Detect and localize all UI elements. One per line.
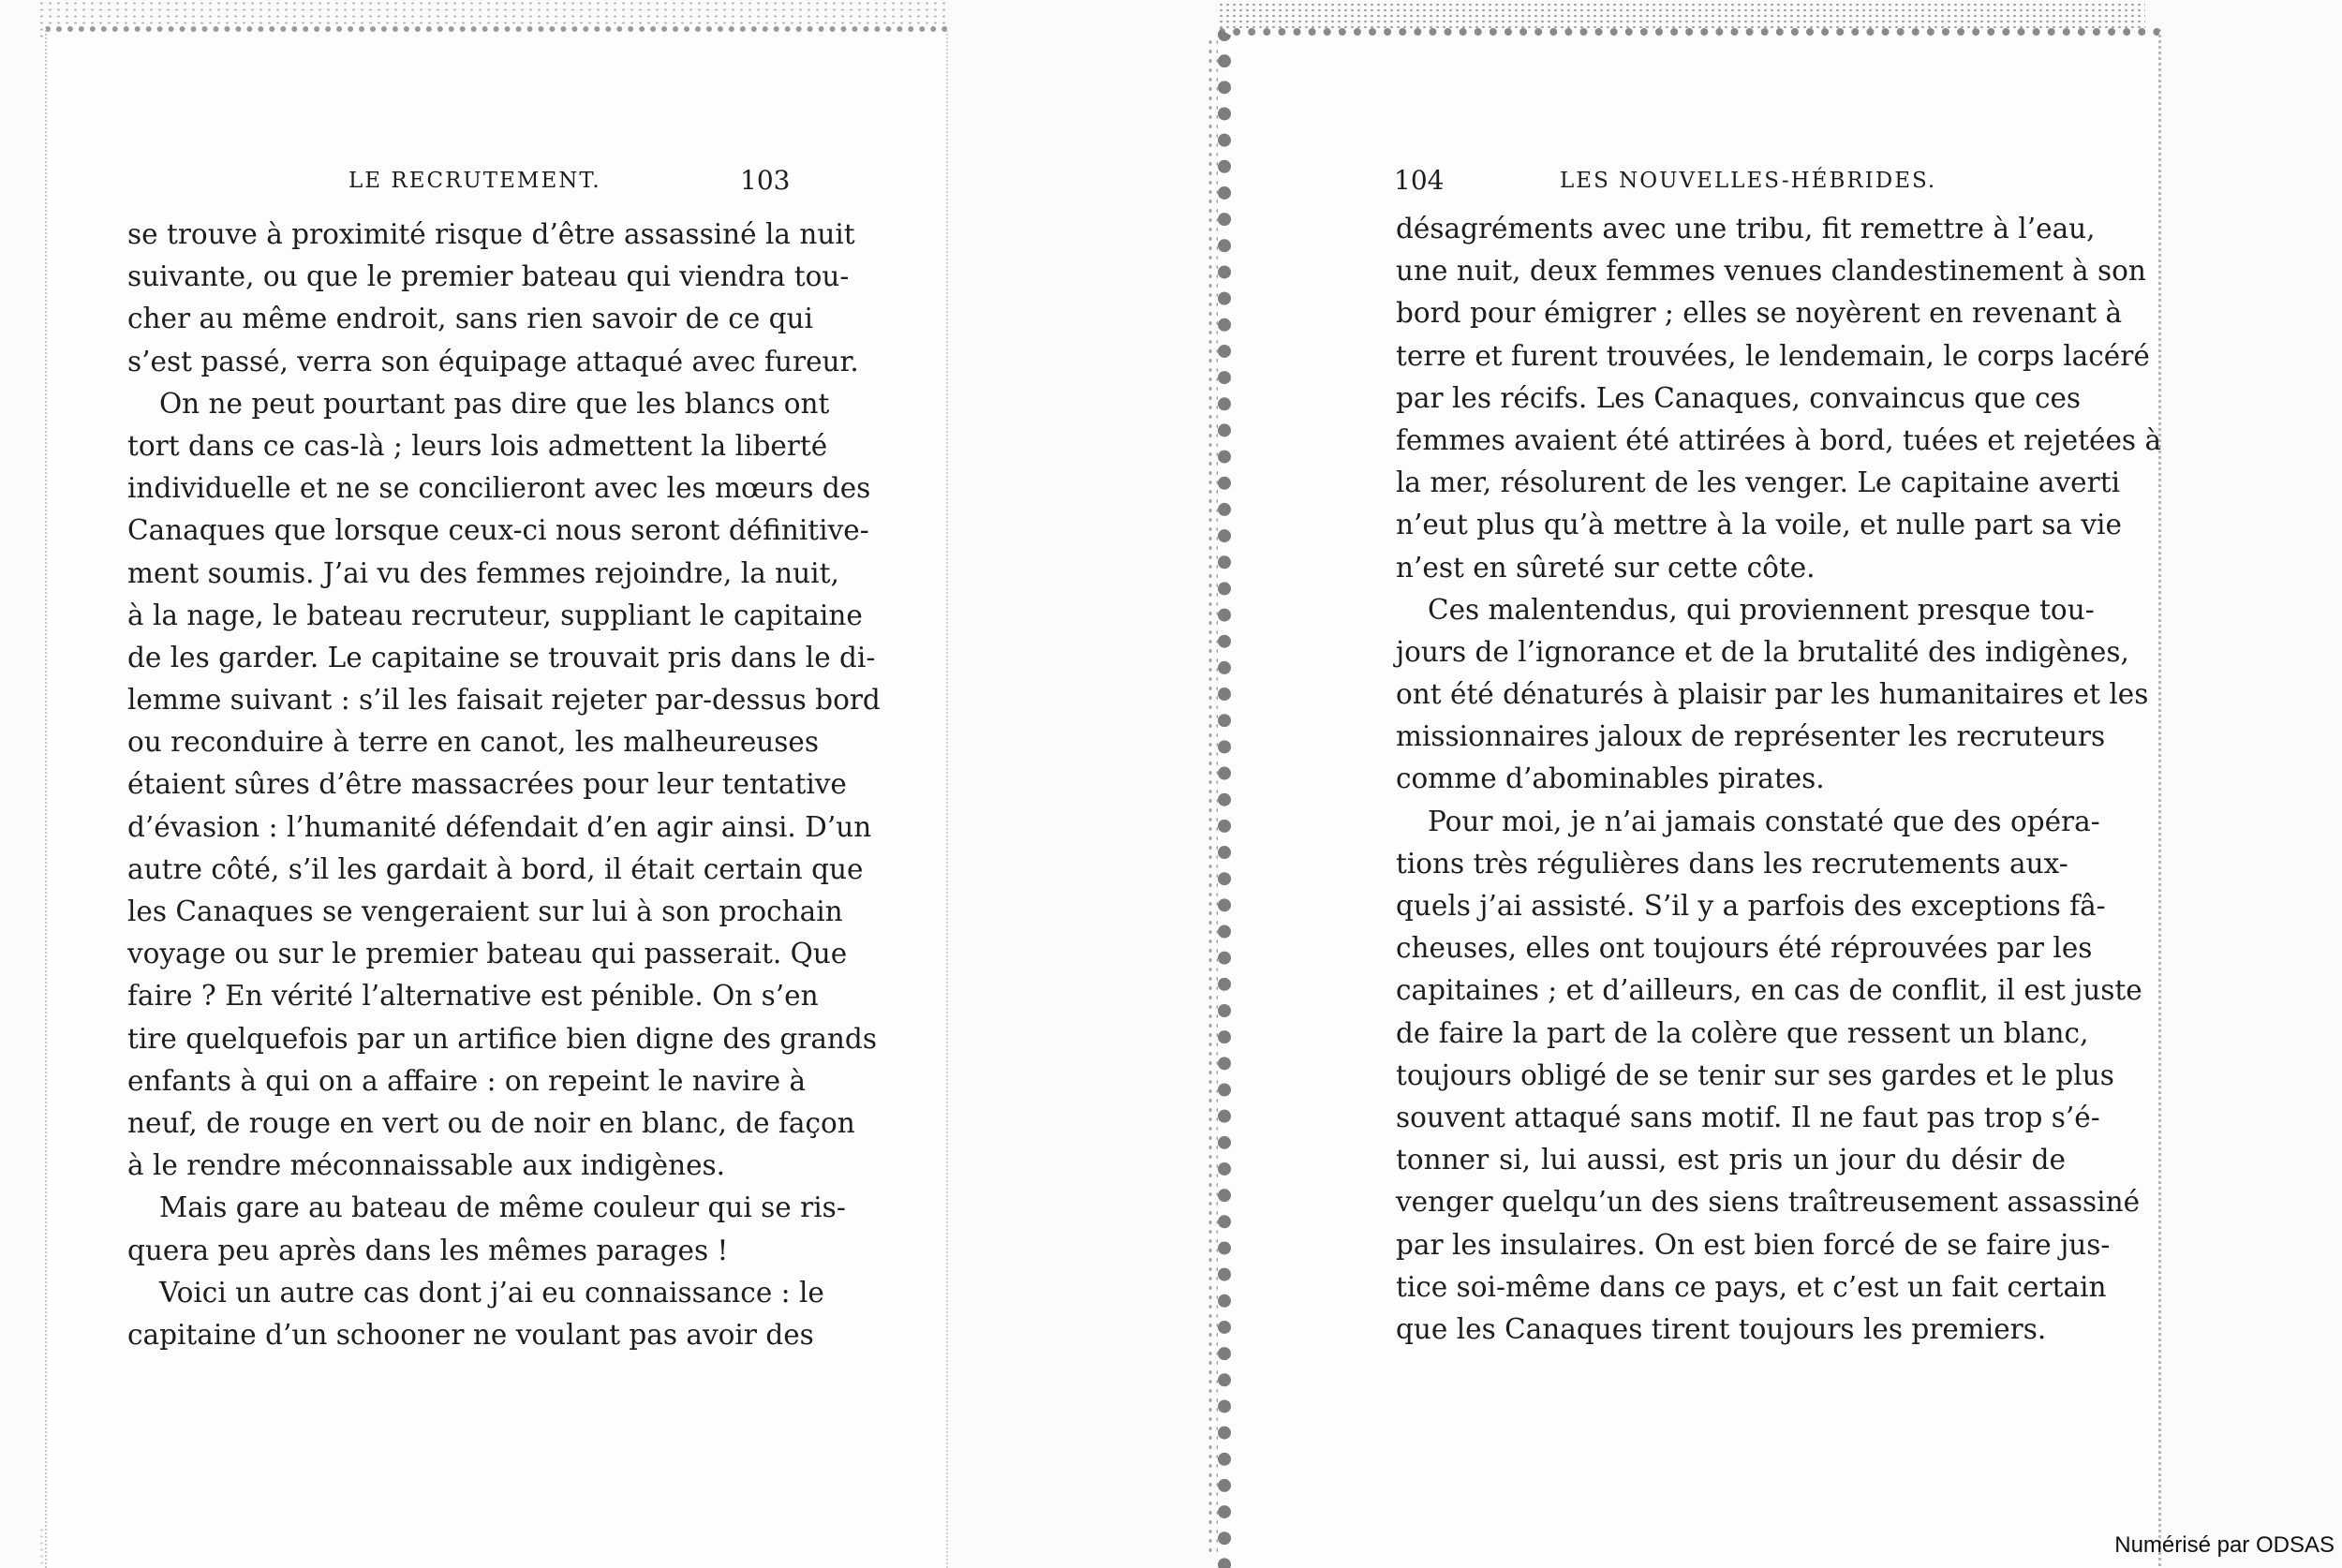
text-line: d’évasion : l’humanité défendait d’en agir ainsi. D’un xyxy=(127,810,872,843)
text-line: tire quelquefois par un artifice bien digne des grands xyxy=(127,1022,877,1055)
text-line: jours de l’ignorance et de la brutalité des indigènes, xyxy=(1396,635,2129,668)
text-line: tonner si, lui aussi, est pris un jour du désir de xyxy=(1396,1144,2066,1176)
text-line: à le rendre méconnaissable aux indigènes. xyxy=(127,1149,726,1182)
right-running-head: LES NOUVELLES-HÉBRIDES. xyxy=(1560,169,1937,193)
text-line: n’est en sûreté sur cette côte. xyxy=(1396,551,1816,584)
text-line: ou reconduire à terre en canot, les malheureuses xyxy=(127,726,820,759)
text-line: souvent attaqué sans motif. Il ne faut pas trop s’é- xyxy=(1396,1101,2100,1133)
text-line: terre et furent trouvées, le lendemain, le corps lacéré xyxy=(1396,339,2150,372)
text-line: tort dans ce cas-là ; leurs lois admettent la liberté xyxy=(127,429,828,462)
text-line: quera peu après dans les mêmes parages ! xyxy=(127,1234,729,1266)
text-line: une nuit, deux femmes venues clandestinement à son xyxy=(1396,255,2146,288)
text-line: Pour moi, je n’ai jamais constaté que des opéra- xyxy=(1428,805,2100,837)
text-line: n’eut plus qu’à mettre à la voile, et nulle part sa vie xyxy=(1396,509,2122,541)
text-line: lemme suivant : s’il les faisait rejeter par-dessus bord xyxy=(127,684,881,717)
text-line: Voici un autre cas dont j’ai eu connaissance : le xyxy=(159,1276,824,1309)
text-line: Ces malentendus, qui proviennent presque tou- xyxy=(1428,593,2095,626)
right-page-number: 104 xyxy=(1394,165,1445,196)
text-line: tions très régulières dans les recrutements aux- xyxy=(1396,847,2068,880)
text-line: cher au même endroit, sans rien savoir de ce qui xyxy=(127,303,813,335)
left-running-head: LE RECRUTEMENT. xyxy=(348,169,601,193)
text-line: autre côté, s’il les gardait à bord, il était certain que xyxy=(127,852,864,885)
text-line: par les récifs. Les Canaques, convaincus que ces xyxy=(1396,381,2082,414)
text-line: venger quelqu’un des siens traîtreusement assassiné xyxy=(1396,1186,2141,1219)
left-page-number: 103 xyxy=(740,165,791,196)
text-line: voyage ou sur le premier bateau qui passerait. Que xyxy=(127,938,848,970)
text-line: cheuses, elles ont toujours été réprouvées par les xyxy=(1396,932,2093,965)
text-line: tice soi-même dans ce pays, et c’est un fait certain xyxy=(1396,1270,2107,1303)
text-line: ont été dénaturés à plaisir par les humanitaires et les xyxy=(1396,678,2149,711)
text-line: bord pour émigrer ; elles se noyèrent en revenant à xyxy=(1396,297,2123,330)
left-page-body xyxy=(127,214,881,1356)
text-line: On ne peut pourtant pas dire que les blancs ont xyxy=(159,387,830,420)
text-line: désagréments avec une tribu, fit remettre à l’eau, xyxy=(1396,213,2096,244)
text-line: individuelle et ne se concilieront avec les mœurs des xyxy=(127,472,871,505)
text-line: de les garder. Le capitaine se trouvait pris dans le di- xyxy=(127,641,876,673)
text-line: femmes avaient été attirées à bord, tuées et rejetées à xyxy=(1396,423,2162,456)
text-line: toujours obligé de se tenir sur ses gardes et le plus xyxy=(1396,1058,2114,1091)
text-line: comme d’abominables pirates. xyxy=(1396,762,1825,795)
text-line: les Canaques se vengeraient sur lui à son prochain xyxy=(127,895,843,927)
text-line: neuf, de rouge en vert ou de noir en blanc, de façon xyxy=(127,1106,855,1139)
text-line: suivante, ou que le premier bateau qui viendra tou- xyxy=(127,260,850,293)
text-line: enfants à qui on a affaire : on repeint le navire à xyxy=(127,1064,807,1097)
text-line: quels j’ai assisté. S’il y a parfois des exceptions fâ- xyxy=(1396,890,2106,922)
text-line: par les insulaires. On est bien forcé de se faire jus- xyxy=(1396,1228,2111,1261)
text-line: ment soumis. J’ai vu des femmes rejoindre, la nuit, xyxy=(127,556,839,589)
digitization-credit: Numérisé par ODSAS xyxy=(2114,1532,2335,1558)
text-line: la mer, résolurent de les venger. Le capitaine averti xyxy=(1396,466,2121,499)
text-line: missionnaires jaloux de représenter les recruteurs xyxy=(1396,720,2106,753)
text-line: à la nage, le bateau recruteur, suppliant le capitaine xyxy=(127,599,863,631)
text-line: capitaines ; et d’ailleurs, en cas de conflit, il est juste xyxy=(1396,974,2142,1007)
right-page-body xyxy=(1396,208,2162,1351)
text-line: de faire la part de la colère que ressent un blanc, xyxy=(1396,1016,2089,1049)
text-line: Canaques que lorsque ceux-ci nous seront définitive- xyxy=(127,514,869,547)
text-line: se trouve à proximité risque d’être assassiné la nuit xyxy=(127,218,855,250)
text-line: capitaine d’un schooner ne voulant pas avoir des xyxy=(127,1318,814,1351)
text-line: étaient sûres d’être massacrées pour leur tentative xyxy=(127,768,847,801)
text-line: Mais gare au bateau de même couleur qui se ris- xyxy=(159,1191,846,1224)
text-line: que les Canaques tirent toujours les premiers. xyxy=(1396,1312,2047,1345)
text-line: s’est passé, verra son équipage attaqué avec fureur. xyxy=(127,345,859,377)
text-line: faire ? En vérité l’alternative est pénible. On s’en xyxy=(127,980,819,1013)
